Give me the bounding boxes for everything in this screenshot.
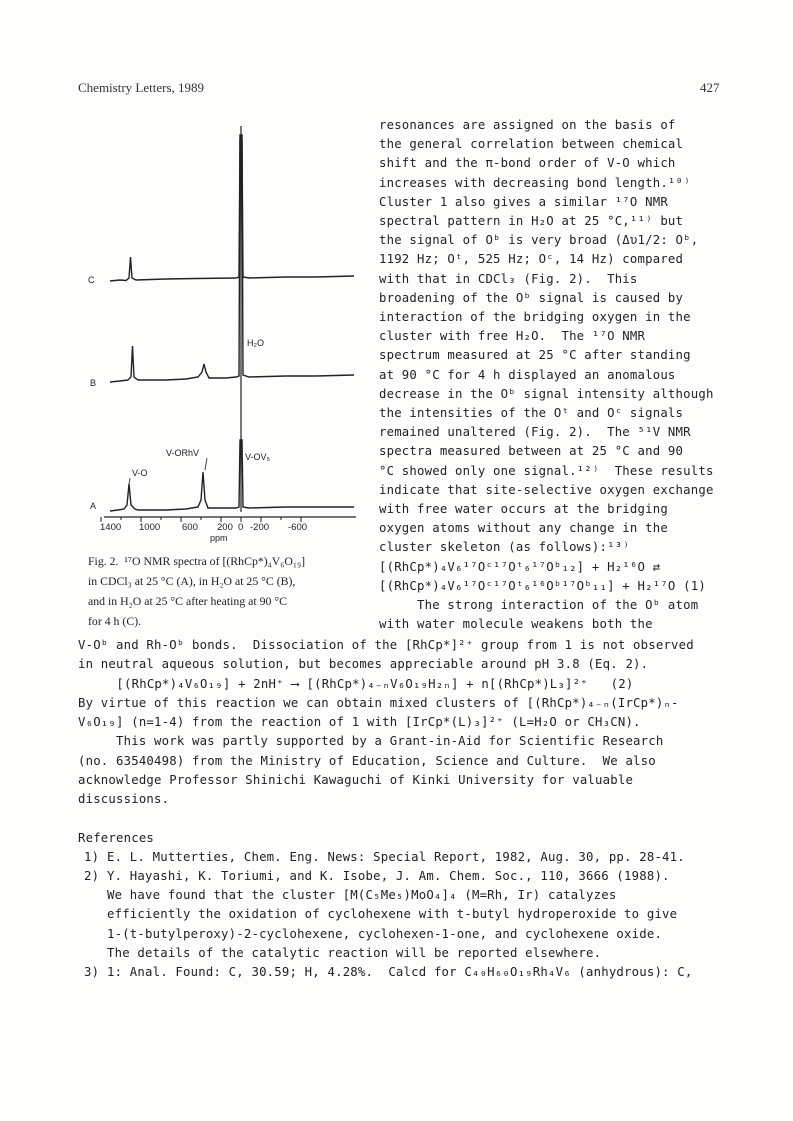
body-text-line: at 90 °C for 4 h displayed an anomalous <box>379 368 676 382</box>
x-tick-label: 1400 <box>100 522 122 533</box>
spectrum-trace-b <box>110 135 354 382</box>
reference-line: Y. Hayashi, K. Toriumi, and K. Isobe, J. Am. Chem. Soc., 110, 3666 (1988). <box>107 869 670 883</box>
reference-number: 3) <box>84 965 100 979</box>
peak-label-v-orhv: V-ORhV <box>166 448 200 458</box>
body-text-line: 1192 Hz; Oᵗ, 525 Hz; Oᶜ, 14 Hz) compared <box>379 252 684 266</box>
journal-header: Chemistry Letters, 1989 <box>78 80 205 95</box>
body-text-line: spectral pattern in H₂O at 25 °C,¹¹⁾ but <box>379 214 684 228</box>
body-text-line: shift and the π-bond order of V-O which <box>379 156 676 170</box>
trace-label-b: B <box>90 378 97 388</box>
body-text-line: spectrum measured at 25 °C after standing <box>379 348 691 362</box>
equation-1-line: [(RhCp*)₄V₆¹⁷Oᶜ¹⁷Oᵗ₆¹⁶Oᵇ¹⁷Oᵇ₁₁] + H₂¹⁷O (1) <box>379 579 706 593</box>
trace-label-a: A <box>90 501 97 511</box>
body-text-line: (no. 63540498) from the Ministry of Education, Science and Culture. We also <box>78 754 656 768</box>
body-text-line: the general correlation between chemical <box>379 137 684 151</box>
x-tick-label: 0 <box>238 522 244 533</box>
references-heading: References <box>78 831 155 845</box>
figure-caption-line: and in H₂O at 25 °C after heating at 90 °C <box>88 594 287 608</box>
body-text-line: cluster with free H₂O. The ¹⁷O NMR <box>379 329 646 343</box>
x-tick-label: 600 <box>182 522 198 533</box>
reference-line: 1-(t-butylperoxy)-2-cyclohexene, cyclohexen-1-one, and cyclohexene oxide. <box>107 927 663 941</box>
peak-label-v-ov5: V-OV₅ <box>245 452 271 462</box>
body-text-line: with free water occurs at the bridging <box>379 502 668 516</box>
body-text-line: with water molecule weakens both the <box>379 617 653 631</box>
reference-line: 1: Anal. Found: C, 30.59; H, 4.28%. Calcd for C₄₀H₆₀O₁₉Rh₄V₆ (anhydrous): C, <box>107 965 693 979</box>
body-text-line: The strong interaction of the Oᵇ atom <box>379 598 699 612</box>
x-tick-label: -200 <box>250 522 270 533</box>
spectrum-trace-c <box>110 140 354 281</box>
x-axis-unit: ppm <box>210 533 228 543</box>
body-text-line: discussions. <box>78 792 170 806</box>
body-text-line: By virtue of this reaction we can obtain mixed clusters of [(RhCp*)₄₋ₙ(IrCp*)ₙ- <box>78 696 679 710</box>
body-text-line: Cluster 1 also gives a similar ¹⁷O NMR <box>379 195 668 209</box>
figure-caption-line: in CDCl₃ at 25 °C (A), in H₂O at 25 °C (B), <box>88 574 296 588</box>
body-text-line: indicate that site-selective oxygen exchange <box>379 483 714 497</box>
reference-number: 2) <box>84 869 100 883</box>
body-text-line: remained unaltered (Fig. 2). The ⁵¹V NMR <box>379 425 691 439</box>
equation-2-line: [(RhCp*)₄V₆O₁₉] + 2nH⁺ ⟶ [(RhCp*)₄₋ₙV₆O₁₉H₂ₙ] + n[(RhCp*)L₃]²⁺ (2) <box>86 677 634 691</box>
body-text-line: acknowledge Professor Shinichi Kawaguchi of Kinki University for valuable <box>78 773 634 787</box>
reference-line: efficiently the oxidation of cyclohexene with t-butyl hydroperoxide to give <box>107 907 678 921</box>
reference-number: 1) <box>84 850 100 864</box>
body-text-line: interaction of the bridging oxygen in the <box>379 310 691 324</box>
body-text-line: resonances are assigned on the basis of <box>379 118 676 132</box>
figure-caption-line: Fig. 2. ¹⁷O NMR spectra of [(RhCp*)₄V₆O₁₉] <box>88 554 306 568</box>
body-text-line: oxygen atoms without any change in the <box>379 521 668 535</box>
peak-label-h2o: H₂O <box>247 338 264 348</box>
pointer-v-o <box>129 478 130 484</box>
body-text-line: °C showed only one signal.¹²⁾ These results <box>379 464 714 478</box>
body-text-line: spectra measured between at 25 °C and 90 <box>379 444 684 458</box>
peak-label-v-o: V-O <box>132 468 148 478</box>
body-text-line: in neutral aqueous solution, but becomes appreciable around pH 3.8 (Eq. 2). <box>78 657 649 671</box>
body-text-line: This work was partly supported by a Grant-in-Aid for Scientific Research <box>78 734 664 748</box>
figure-caption-line: for 4 h (C). <box>88 614 142 628</box>
pointer-v-orhv <box>205 458 207 470</box>
body-text-line: V-Oᵇ and Rh-Oᵇ bonds. Dissociation of the [RhCp*]²⁺ group from 1 is not observed <box>78 638 694 652</box>
body-text-line: V₆O₁₉] (n=1-4) from the reaction of 1 with [IrCp*(L)₃]²⁺ (L=H₂O or CH₃CN). <box>78 715 641 729</box>
body-text-line: with that in CDCl₃ (Fig. 2). This <box>379 272 638 286</box>
x-tick-label: -600 <box>288 522 308 533</box>
page-number: 427 <box>700 80 720 95</box>
equation-1-line: [(RhCp*)₄V₆¹⁷Oᶜ¹⁷Oᵗ₆¹⁷Oᵇ₁₂] + H₂¹⁶O ⇄ <box>379 560 661 574</box>
body-text-line: the intensities of the Oᵗ and Oᶜ signals <box>379 406 684 420</box>
x-tick-label: 200 <box>217 522 233 533</box>
body-text-line: cluster skeleton (as follows):¹³⁾ <box>379 540 630 554</box>
reference-line: We have found that the cluster [M(C₅Me₅)MoO₄]₄ (M=Rh, Ir) catalyzes <box>107 888 617 902</box>
body-text-line: increases with decreasing bond length.¹⁰⁾ <box>379 176 691 190</box>
nmr-spectra-figure <box>86 120 376 550</box>
body-text-line: broadening of the Oᵇ signal is caused by <box>379 291 684 305</box>
reference-line: E. L. Mutterties, Chem. Eng. News: Special Report, 1982, Aug. 30, pp. 28-41. <box>107 850 685 864</box>
reference-line: The details of the catalytic reaction will be reported elsewhere. <box>107 946 602 960</box>
body-text-line: decrease in the Oᵇ signal intensity although <box>379 387 714 401</box>
x-tick-label: 1000 <box>139 522 161 533</box>
body-text-line: the signal of Oᵇ is very broad (Δυ1/2: Oᵇ, <box>379 233 699 247</box>
trace-label-c: C <box>88 275 95 285</box>
x-axis-ticks <box>101 517 301 522</box>
